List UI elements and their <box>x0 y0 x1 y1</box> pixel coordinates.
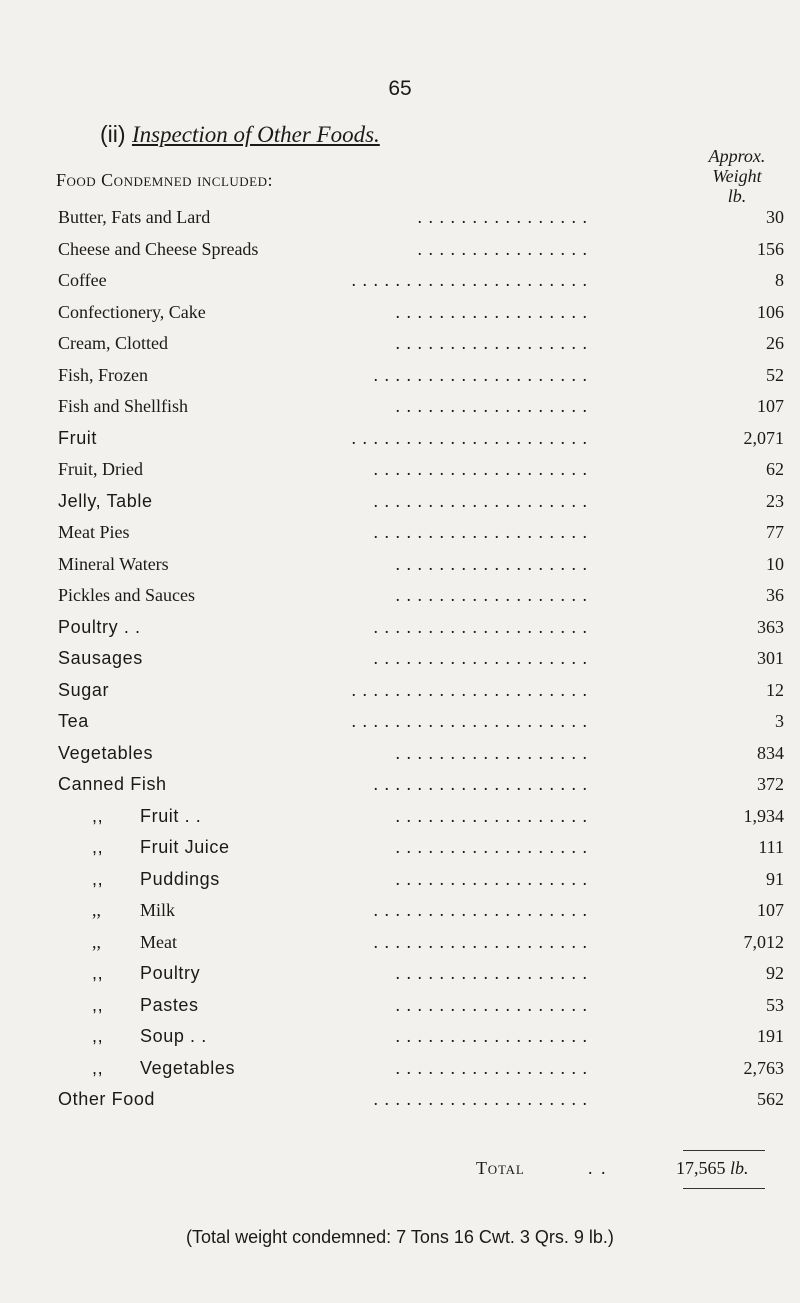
food-label: Fruit . . <box>140 805 202 826</box>
food-weight: 2,071 <box>743 427 784 448</box>
food-weight: 23 <box>766 490 784 511</box>
dot-leader: . . . . . . . . . . . . . . . . . . . . . . <box>351 679 588 700</box>
food-row <box>0 549 800 581</box>
food-row <box>0 1084 800 1116</box>
dot-leader: . . . . . . . . . . . . . . . . . . . . <box>373 364 588 385</box>
dot-leader: . . . . . . . . . . . . . . . . <box>417 238 588 259</box>
food-weight: 10 <box>766 553 784 574</box>
canned-row <box>0 958 800 990</box>
food-label: Meat <box>140 931 177 952</box>
intro-label: Food Condemned included: <box>56 170 273 190</box>
dot-leader: . . . . . . . . . . . . . . . . . . . . <box>373 774 588 794</box>
dot-leader: . . . . . . . . . . . . . . . . . . <box>395 396 588 416</box>
weight-header-line-1: Approx. <box>708 146 766 166</box>
canned-row <box>0 895 800 927</box>
canned-row <box>0 801 800 833</box>
canned-row <box>0 1053 800 1085</box>
footnote: (Total weight condemned: 7 Tons 16 Cwt. 3 Qrs. 9 lb.) <box>186 1227 614 1247</box>
food-weight: 156 <box>757 238 784 259</box>
ditto-mark: ,, <box>92 837 104 857</box>
total-bottom-rule <box>683 1188 765 1189</box>
dot-leader: . . . . . . . . . . . . . . . . . . . . . . <box>351 427 588 448</box>
dot-leader: . . . . . . . . . . . . . . . . . . <box>395 301 588 322</box>
food-row <box>0 612 800 644</box>
food-row <box>0 643 800 675</box>
food-weight: 12 <box>766 679 784 700</box>
food-weight: 62 <box>766 459 784 479</box>
ditto-mark: ,, <box>92 805 104 826</box>
weight-column-header <box>682 146 792 206</box>
food-weight: 2,763 <box>743 1057 784 1078</box>
food-label: Coffee <box>58 270 107 290</box>
total-value <box>676 1158 749 1179</box>
food-label: Other Food <box>58 1089 156 1109</box>
food-row <box>0 423 800 455</box>
ditto-mark: ,, <box>92 994 104 1015</box>
food-label: Butter, Fats and Lard <box>58 207 211 227</box>
dot-leader: . . . . . . . . . . . . . . . . . . <box>395 585 588 605</box>
food-row <box>0 486 800 518</box>
food-weight: 107 <box>757 900 784 920</box>
food-weight: 36 <box>766 585 784 605</box>
ditto-mark: ,, <box>92 931 101 952</box>
food-weight: 191 <box>757 1026 784 1046</box>
food-label: Vegetables <box>140 1057 236 1078</box>
food-label: Cheese and Cheese Spreads <box>58 238 259 259</box>
page-number: 65 <box>388 77 412 100</box>
dot-leader: . . . . . . . . . . . . . . . . . . <box>395 1026 588 1046</box>
food-label: Fruit Juice <box>140 837 230 857</box>
food-row <box>0 769 800 801</box>
canned-row <box>0 927 800 959</box>
food-row <box>0 391 800 423</box>
food-label: Milk <box>140 900 176 920</box>
food-label: Mineral Waters <box>58 553 169 574</box>
dot-leader: . . . . . . . . . . . . . . . . . . . . <box>373 1089 588 1109</box>
food-row <box>0 454 800 486</box>
dot-leader: . . . . . . . . . . . . . . . . . . . . . . <box>351 270 588 290</box>
food-label: Fish, Frozen <box>58 364 148 385</box>
food-label: Meat Pies <box>58 522 130 542</box>
food-weight: 562 <box>757 1089 784 1109</box>
food-weight: 111 <box>758 837 784 857</box>
dot-leader: . . . . . . . . . . . . . . . . . . <box>395 963 588 983</box>
food-label: Puddings <box>140 868 220 889</box>
ditto-mark: ,, <box>92 900 101 920</box>
food-weight: 77 <box>766 522 784 542</box>
food-row <box>0 328 800 360</box>
food-weight: 106 <box>757 301 784 322</box>
dot-leader: . . . . . . . . . . . . . . . . . . <box>395 553 588 574</box>
food-weight: 8 <box>775 270 784 290</box>
dot-leader: . . . . . . . . . . . . . . . . . . <box>395 837 588 857</box>
canned-row <box>0 1021 800 1053</box>
food-weight: 53 <box>766 994 784 1015</box>
food-row <box>0 738 800 770</box>
dot-leader: . . . . . . . . . . . . . . . . . . <box>395 333 588 353</box>
dot-leader: . . . . . . . . . . . . . . . . . . . . <box>373 459 588 479</box>
dot-leader: . . . . . . . . . . . . . . . . . . . . <box>373 648 588 668</box>
dot-leader: . . . . . . . . . . . . . . . . . . <box>395 868 588 889</box>
food-label: Soup . . <box>140 1026 207 1046</box>
food-list <box>0 202 800 1116</box>
food-weight: 7,012 <box>743 931 784 952</box>
food-label: Sugar <box>58 679 110 700</box>
section-heading: Inspection of Other Foods. <box>131 122 380 147</box>
food-weight: 52 <box>766 364 784 385</box>
dot-leader: . . . . . . . . . . . . . . . . . . <box>395 1057 588 1078</box>
food-label: Fruit, Dried <box>58 459 143 479</box>
food-weight: 1,934 <box>743 805 784 826</box>
dot-leader: . . . . . . . . . . . . . . . . . . . . <box>373 616 588 637</box>
total-label: Total <box>476 1158 525 1178</box>
section-number: (ii) <box>100 121 126 147</box>
ditto-mark: ,, <box>92 1026 104 1046</box>
dot-leader: . . . . . . . . . . . . . . . . . . . . <box>373 490 588 511</box>
canned-row <box>0 832 800 864</box>
food-row <box>0 675 800 707</box>
food-row <box>0 234 800 266</box>
total-leader: . . <box>588 1158 608 1178</box>
food-weight: 301 <box>757 648 784 668</box>
weight-header-line-3: lb. <box>727 186 747 206</box>
food-row <box>0 265 800 297</box>
food-weight: 363 <box>757 616 784 637</box>
food-label: Pastes <box>140 994 199 1015</box>
food-label: Poultry . . <box>58 616 141 637</box>
ditto-mark: ,, <box>92 868 104 889</box>
dot-leader: . . . . . . . . . . . . . . . . . . . . <box>373 931 588 952</box>
food-label: Fish and Shellfish <box>58 396 189 416</box>
food-row <box>0 360 800 392</box>
dot-leader: . . . . . . . . . . . . . . . . . . <box>395 742 588 763</box>
food-weight: 92 <box>766 963 784 983</box>
food-weight: 3 <box>775 711 784 731</box>
canned-row <box>0 990 800 1022</box>
dot-leader: . . . . . . . . . . . . . . . . . . . . . . <box>351 711 588 731</box>
food-weight: 372 <box>757 774 784 794</box>
food-label: Canned Fish <box>58 774 167 794</box>
total-amount: 17,565 <box>676 1158 726 1178</box>
food-weight: 834 <box>757 742 784 763</box>
food-row <box>0 706 800 738</box>
total-top-rule <box>683 1150 765 1151</box>
food-weight: 91 <box>766 868 784 889</box>
food-label: Poultry <box>140 963 201 983</box>
food-row <box>0 517 800 549</box>
food-weight: 107 <box>757 396 784 416</box>
food-label: Tea <box>58 711 89 731</box>
ditto-mark: ,, <box>92 963 104 983</box>
food-label: Pickles and Sauces <box>58 585 195 605</box>
food-label: Jelly, Table <box>58 490 153 511</box>
section-title <box>100 121 380 148</box>
food-row <box>0 202 800 234</box>
food-label: Cream, Clotted <box>58 333 168 353</box>
food-row <box>0 297 800 329</box>
food-weight: 30 <box>766 207 784 227</box>
ditto-mark: ,, <box>92 1057 104 1078</box>
food-label: Sausages <box>58 648 143 668</box>
food-row <box>0 580 800 612</box>
food-label: Vegetables <box>58 742 154 763</box>
dot-leader: . . . . . . . . . . . . . . . . . . . . <box>373 522 588 542</box>
total-unit: lb. <box>730 1158 749 1178</box>
dot-leader: . . . . . . . . . . . . . . . . <box>417 207 588 227</box>
weight-header-line-2: Weight <box>712 166 762 186</box>
food-label: Fruit <box>58 427 97 448</box>
food-weight: 26 <box>766 333 784 353</box>
dot-leader: . . . . . . . . . . . . . . . . . . . . <box>373 900 588 920</box>
dot-leader: . . . . . . . . . . . . . . . . . . <box>395 805 588 826</box>
food-label: Confectionery, Cake <box>58 301 206 322</box>
dot-leader: . . . . . . . . . . . . . . . . . . <box>395 994 588 1015</box>
canned-row <box>0 864 800 896</box>
